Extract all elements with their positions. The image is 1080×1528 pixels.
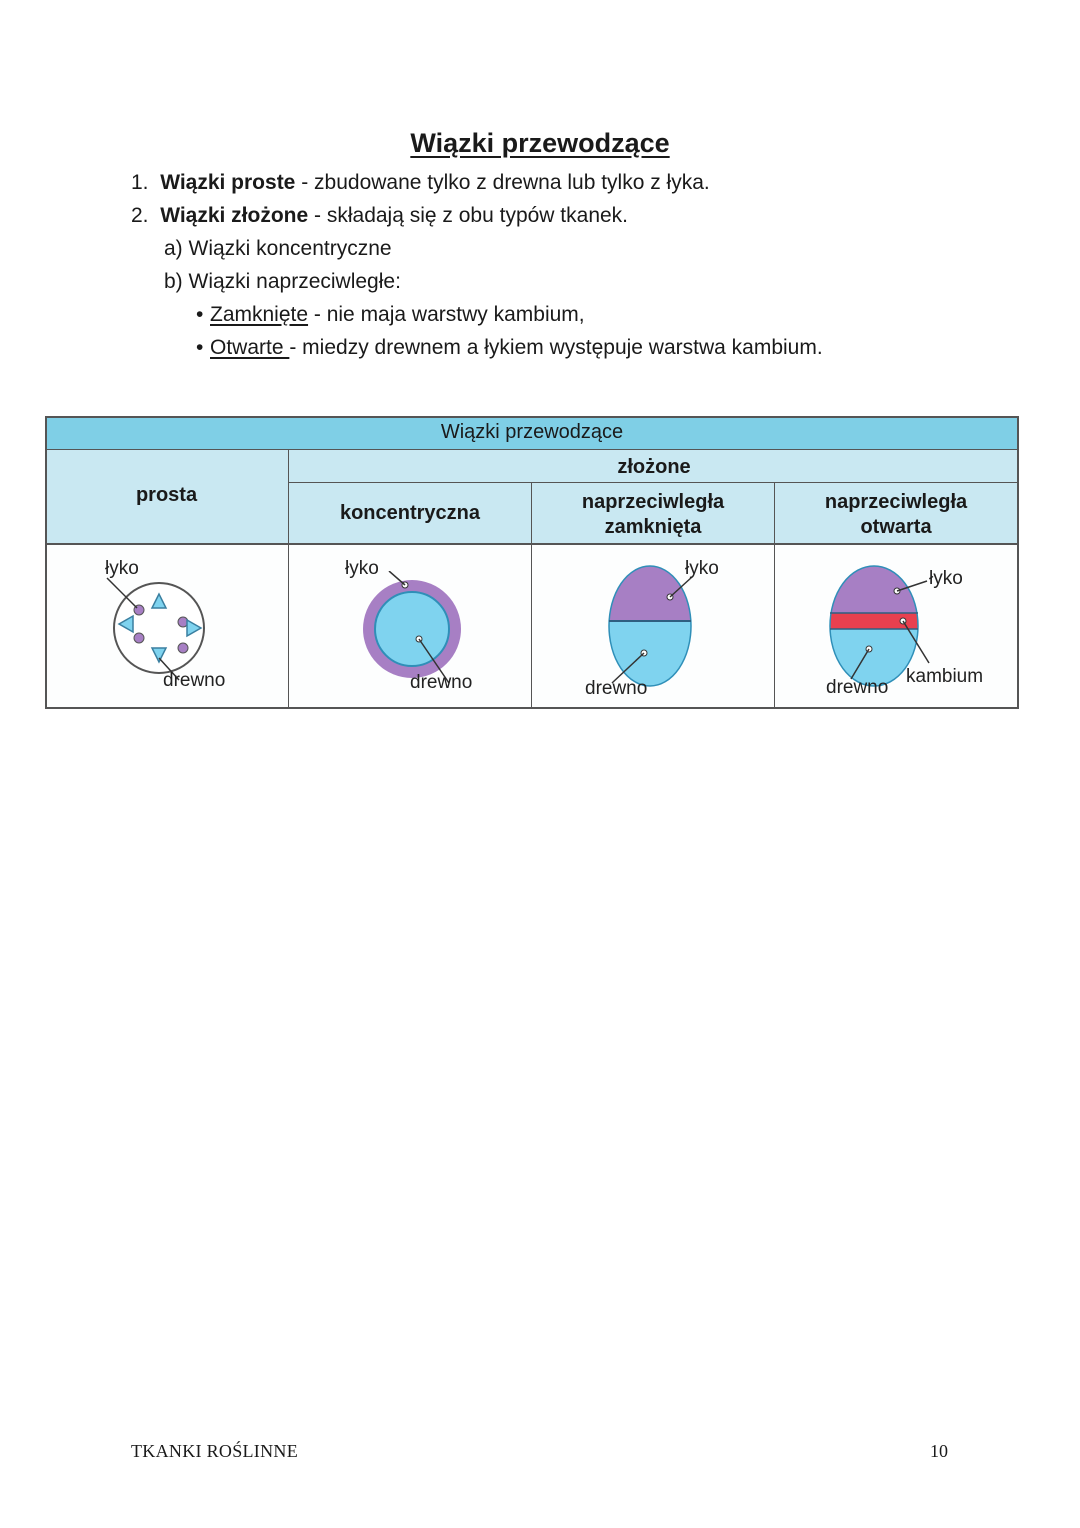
label-kambium: kambium — [906, 666, 984, 687]
bullet-dot: • — [196, 336, 204, 359]
grid-line — [45, 449, 1019, 450]
header-naprzeciwlegla-zamknieta — [532, 490, 774, 540]
bullet-item-2 — [196, 336, 823, 360]
label-drewno: drewno — [163, 670, 226, 691]
header-line-2: zamknięta — [604, 516, 702, 538]
label-lyko: łyko — [105, 558, 139, 579]
list-item-1-text: - zbudowane tylko z drewna lub tylko z łyka. — [295, 171, 710, 194]
label-drewno: drewno — [410, 672, 473, 693]
grid-line — [45, 416, 47, 709]
list-item-2 — [131, 204, 628, 228]
bundles-table — [45, 416, 1019, 709]
label-drewno: drewno — [585, 678, 648, 699]
header-line-1: naprzeciwległa — [824, 491, 968, 513]
sub-item-a: a) Wiązki koncentryczne — [164, 237, 392, 260]
header-line-2: otwarta — [860, 516, 932, 538]
page-number: 10 — [930, 1441, 948, 1461]
list-item-1-number: 1. — [131, 171, 149, 194]
grid-line — [45, 543, 1019, 545]
label-lyko: łyko — [929, 568, 963, 589]
label-lyko: łyko — [685, 558, 719, 579]
label-lyko: łyko — [345, 558, 379, 579]
grid-line — [288, 449, 289, 709]
grid-line — [289, 482, 1019, 483]
list-item-2-text: - składają się z obu typów tkanek. — [308, 204, 629, 227]
list-item-1 — [131, 171, 710, 195]
footer-section-title: TKANKI ROŚLINNE — [131, 1441, 298, 1461]
header-line-1: naprzeciwległa — [581, 491, 725, 513]
closed-collateral-bundle-diagram — [590, 561, 740, 691]
list-item-2-term: Wiązki złożone — [160, 204, 309, 227]
header-koncentryczna: koncentryczna — [339, 502, 481, 524]
bullet-2-text: - miedzy drewnem a łykiem występuje warstwa kambium. — [289, 336, 823, 359]
bullet-1-text: - nie maja warstwy kambium, — [308, 303, 585, 326]
list-item-1-term: Wiązki proste — [160, 171, 296, 194]
page-title: Wiązki przewodzące — [410, 128, 670, 158]
grid-line — [45, 416, 1019, 418]
header-prosta: prosta — [135, 484, 198, 506]
sub-item-b: b) Wiązki naprzeciwległe: — [164, 270, 401, 293]
list-item-2-number: 2. — [131, 204, 149, 227]
bullet-item-1 — [196, 303, 585, 327]
table-title: Wiązki przewodzące — [440, 421, 624, 443]
bullet-dot: • — [196, 303, 204, 326]
header-zlozone: złożone — [617, 456, 691, 478]
label-drewno: drewno — [826, 677, 889, 698]
header-naprzeciwlegla-otwarta — [775, 490, 1017, 540]
bullet-1-term: Zamknięte — [210, 303, 309, 326]
grid-line — [45, 707, 1019, 709]
bullet-2-term: Otwarte — [210, 336, 290, 359]
